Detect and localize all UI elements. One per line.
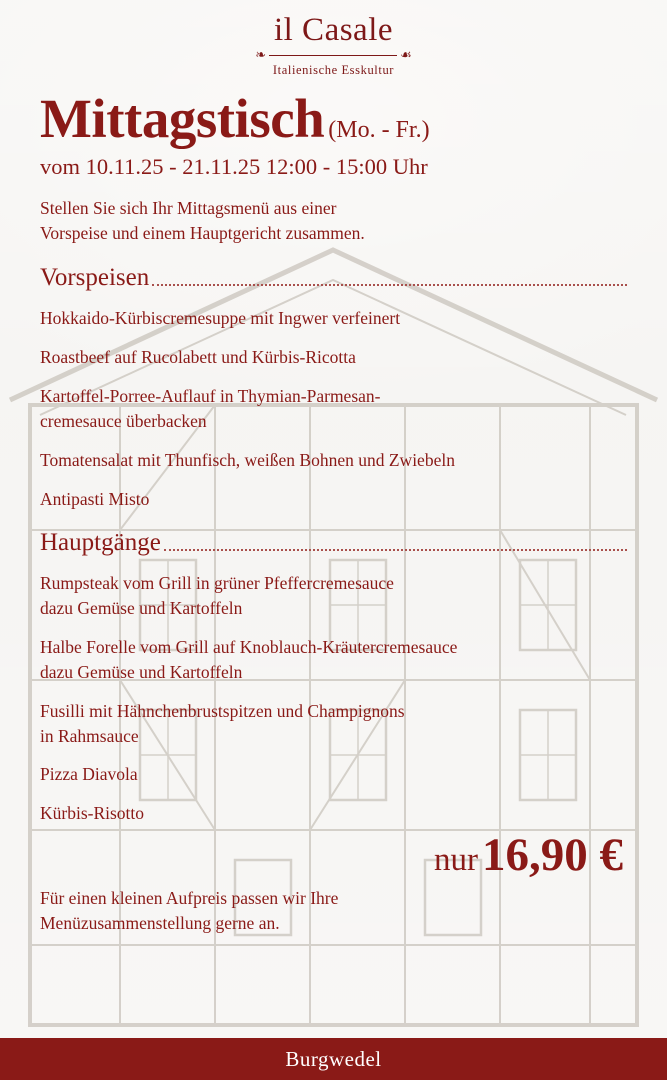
menu-item-line-1: Hokkaido-Kürbiscremesuppe mit Ingwer verfeinert xyxy=(40,308,401,329)
logo-name: il Casale xyxy=(273,12,394,48)
menu-item-line-2: dazu Gemüse und Kartoffeln xyxy=(40,598,243,619)
menu-item-line-1: Tomatensalat mit Thunfisch, weißen Bohnen und Zwiebeln xyxy=(40,449,455,470)
section-dotted-rule xyxy=(152,284,627,286)
page-title xyxy=(40,87,627,149)
footer-bar xyxy=(0,1038,667,1080)
logo-rule-right xyxy=(333,55,397,56)
section-header-starters xyxy=(40,264,627,292)
logo-tagline: Italienische Esskultur xyxy=(272,62,395,77)
logo-divider xyxy=(0,46,667,62)
price-prefix: nur xyxy=(434,842,478,879)
menu-item-line-1: Rumpsteak vom Grill in grüner Pfeffercremesauce xyxy=(40,573,394,594)
section-title: Vorspeisen xyxy=(40,264,150,292)
menu-item xyxy=(40,762,627,787)
menu-item-line-1: Pizza Diavola xyxy=(40,764,138,785)
menu-item-line-1: Kartoffel-Porree-Auflauf in Thymian-Parmesan- xyxy=(40,385,381,406)
menu-item xyxy=(40,699,627,749)
intro-text xyxy=(40,196,627,247)
footnote-line-1: Für einen kleinen Aufpreis passen wir Ihre xyxy=(40,888,339,909)
menu-item xyxy=(40,635,627,685)
footnote-text xyxy=(40,886,627,937)
page-title-main: Mittagstisch xyxy=(40,87,325,149)
section-dotted-rule xyxy=(164,549,627,551)
restaurant-logo xyxy=(0,0,667,78)
intro-line-1: Stellen Sie sich Ihr Mittagsmenü aus einer xyxy=(40,197,337,218)
section-title: Hauptgänge xyxy=(40,529,161,557)
price-block xyxy=(40,828,627,882)
menu-item xyxy=(40,306,627,331)
date-range: vom 10.11.25 - 21.11.25 12:00 - 15:00 Uhr xyxy=(40,153,428,179)
menu-content xyxy=(0,87,667,937)
menu-item-line-2: cremesauce überbacken xyxy=(40,410,207,431)
menu-item xyxy=(40,345,627,370)
menu-item xyxy=(40,801,627,826)
menu-item xyxy=(40,571,627,621)
intro-line-2: Vorspeise und einem Hauptgericht zusammen. xyxy=(40,222,365,243)
menu-item-line-1: Antipasti Misto xyxy=(40,488,150,509)
menu-item xyxy=(40,487,627,512)
logo-rule-left xyxy=(269,55,333,56)
menu-item xyxy=(40,384,627,434)
page-title-days: (Mo. - Fr.) xyxy=(328,116,430,143)
menu-item-line-1: Roastbeef auf Rucolabett und Kürbis-Ricotta xyxy=(40,347,356,368)
menu-item-line-2: dazu Gemüse und Kartoffeln xyxy=(40,661,243,682)
menu-item-line-2: in Rahmsauce xyxy=(40,725,139,746)
menu-item xyxy=(40,448,627,473)
menu-item-line-1: Fusilli mit Hähnchenbrustspitzen und Champignons xyxy=(40,700,405,721)
menu-item-line-1: Halbe Forelle vom Grill auf Knoblauch-Kräutercremesauce xyxy=(40,637,458,658)
ornament-left-icon: ❧ xyxy=(255,46,267,62)
price-amount: 16,90 € xyxy=(482,829,623,882)
footer-city-label: Burgwedel xyxy=(285,1046,382,1071)
section-header-mains xyxy=(40,529,627,557)
menu-item-line-1: Kürbis-Risotto xyxy=(40,803,145,824)
ornament-right-icon: ☙ xyxy=(400,46,412,62)
footnote-line-2: Menüzusammenstellung gerne an. xyxy=(40,913,280,934)
